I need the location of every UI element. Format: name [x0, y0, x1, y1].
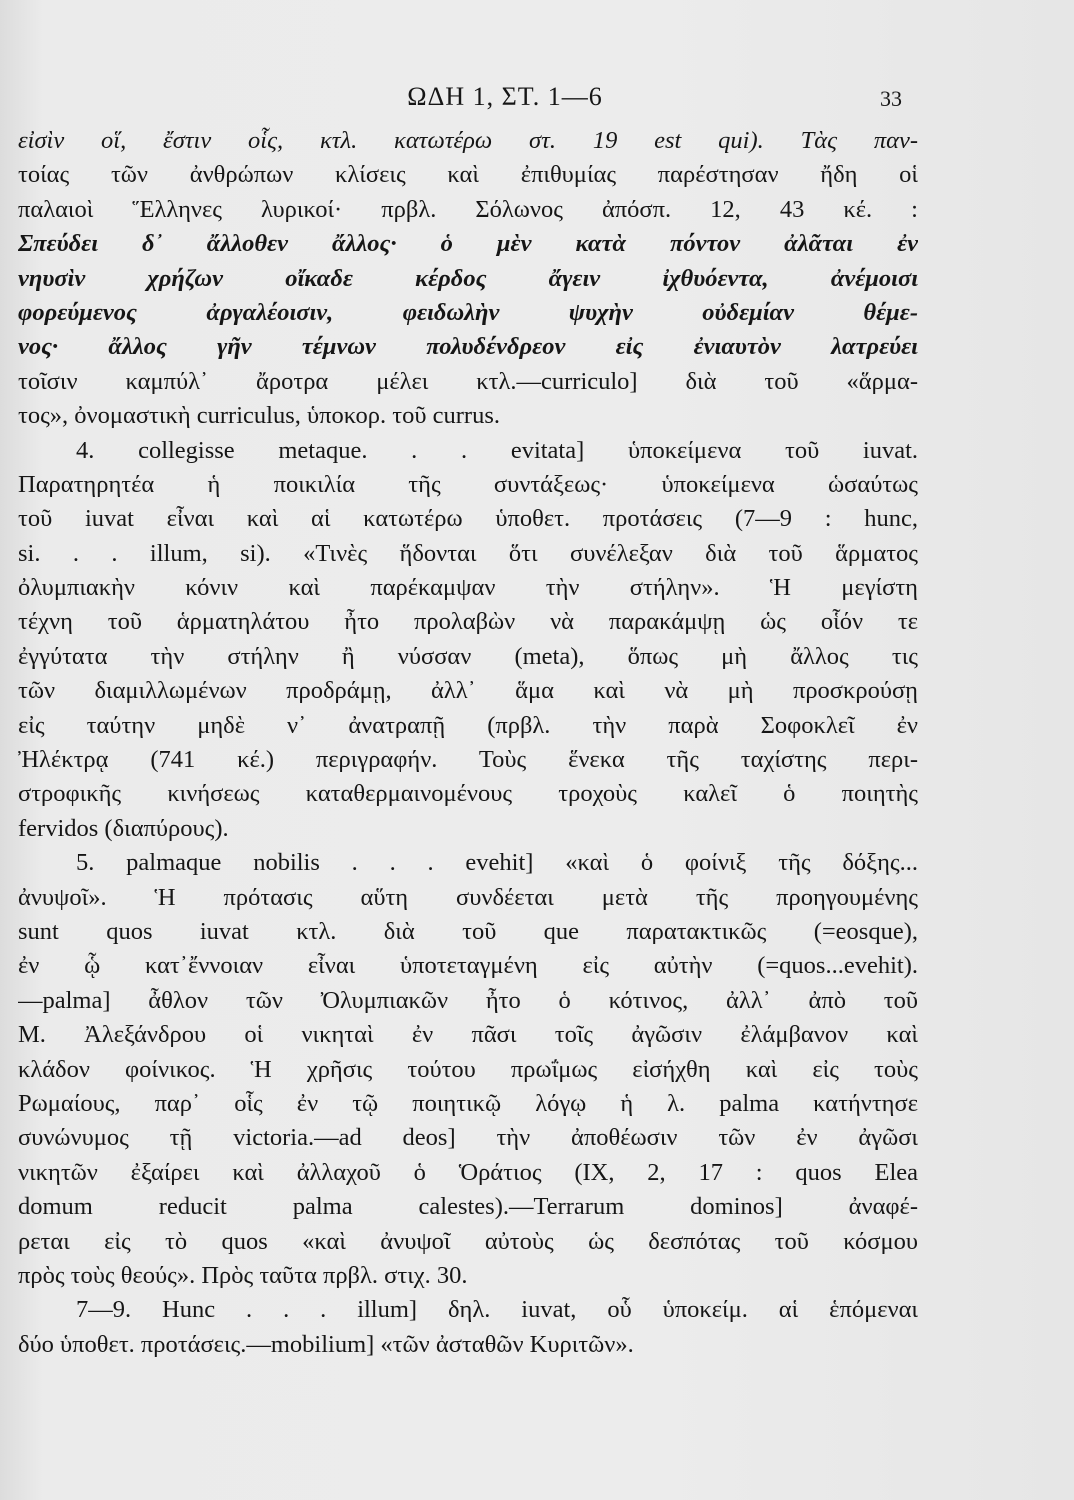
text-line: τοῦ iuvat εἶναι καὶ αἱ κατωτέρω ὑποθετ. προτάσεις (7—9 : hunc, [18, 505, 918, 533]
text-line: τος», ὀνομαστικὴ curriculus, ὑποκορ. τοῦ currus. [18, 402, 500, 430]
text-line: πρὸς τοὺς θεούς». Πρὸς ταῦτα πρβλ. στιχ. 30. [18, 1261, 468, 1289]
text-line: —palma] ἆθλον τῶν Ὀλυμπιακῶν ἦτο ὁ κότινος, ἀλλ᾽ ἀπὸ τοῦ [18, 986, 918, 1014]
text-line: Σπεύδει δ᾽ ἄλλοθεν ἄλλος· ὁ μὲν κατὰ πόντον ἀλᾶται ἐν [18, 230, 918, 258]
text-line: εἰσὶν οἵ, ἔστιν οἷς, κτλ. κατωτέρω στ. 19 est qui). Τὰς παν- [18, 127, 918, 154]
page-number: 33 [880, 86, 902, 111]
text-line: Ρωμαίους, παρ᾽ οἷς ἐν τῷ ποιητικῷ λόγῳ ἡ λ. palma κατήντησε [18, 1089, 918, 1117]
text-line: ρεται εἰς τὸ quos «καὶ ἀνυψοῖ αὐτοὺς ὡς δεσπότας τοῦ κόσμου [18, 1227, 918, 1255]
running-head [0, 82, 1074, 116]
text-line: ἐγγύτατα τὴν στήλην ἢ νύσσαν (meta), ὅπως μὴ ἄλλος τις [18, 642, 918, 670]
text-line: τοίας τῶν ἀνθρώπων κλίσεις καὶ ἐπιθυμίας παρέστησαν ἤδη οἱ [18, 161, 918, 189]
text-line: ὀλυμπιακὴν κόνιν καὶ παρέκαμψαν τὴν στήλην». Ἡ μεγίστη [18, 574, 918, 602]
text-line: fervidos (διαπύρους). [18, 814, 229, 842]
text-line: δύο ὑποθετ. προτάσεις.—mobilium] «τῶν ἀσταθῶν Κυριτῶν». [18, 1330, 634, 1358]
text-line: 4. collegisse metaque. . . evitata] ὑποκείμενα τοῦ iuvat. [76, 436, 918, 464]
text-line: Ἠλέκτρᾳ (741 κέ.) περιγραφήν. Τοὺς ἕνεκα τῆς ταχίστης περι- [18, 746, 918, 774]
text-line: τοῖσιν καμπύλ᾽ ἄροτρα μέλει κτλ.—curriculo] διὰ τοῦ «ἅρμα- [18, 367, 918, 395]
text-line: στροφικῆς κινήσεως καταθερμαινομένους τροχοὺς καλεῖ ὁ ποιητὴς [18, 780, 918, 808]
text-line: τῶν διαμιλλωμένων προδράμῃ, ἀλλ᾽ ἅμα καὶ νὰ μὴ προσκρούσῃ [18, 677, 918, 705]
text-line: φορεύμενος ἀργαλέοισιν, φειδωλὴν ψυχὴν οὐδεμίαν θέμε- [18, 298, 918, 326]
text-line: παλαιοὶ Ἕλληνες λυρικοί· πρβλ. Σόλωνος ἀπόσπ. 12, 43 κέ. : [18, 195, 918, 223]
text-line: 7—9. Hunc . . . illum] δηλ. iuvat, οὗ ὑποκείμ. αἱ ἑπόμεναι [76, 1296, 918, 1324]
text-line: τέχνη τοῦ ἁρματηλάτου ἦτο προλαβὼν νὰ παρακάμψῃ ὡς οἷόν τε [18, 608, 918, 636]
text-line: συνώνυμος τῇ victoria.—ad deos] τὴν ἀποθέωσιν τῶν ἐν ἀγῶσι [18, 1124, 918, 1152]
text-line: κλάδον φοίνικος. Ἡ χρῆσις τούτου πρωΐμως εἰσήχθη καὶ εἰς τοὺς [18, 1055, 918, 1083]
text-line: ἀνυψοῖ». Ἡ πρότασις αὕτη συνδέεται μετὰ τῆς προηγουμένης [18, 883, 918, 911]
text-line: Παρατηρητέα ἡ ποικιλία τῆς συντάξεως· ὑποκείμενα ὡσαύτως [18, 470, 918, 498]
text-line: sunt quos iuvat κτλ. διὰ τοῦ que παρατακτικῶς (=eosque), [18, 917, 918, 945]
text-line: νηυσὶν χρήζων οἴκαδε κέρδος ἄγειν ἰχθυόεντα, ἀνέμοισι [18, 264, 918, 292]
text-line: ἐν ᾧ κατ᾽ἔννοιαν εἶναι ὑποτεταγμένη εἰς αὐτὴν (=quos...evehit). [18, 952, 918, 980]
text-line: νος· ἄλλος γῆν τέμνων πολυδένδρεον εἰς ἐνιαυτὸν λατρεύει [18, 333, 918, 361]
text-line: domum reducit palma calestes).—Terrarum dominos] ἀναφέ- [18, 1193, 918, 1221]
running-head-title: ΩΔΗ 1, ΣΤ. 1—6 [407, 82, 603, 111]
text-line: 5. palmaque nobilis . . . evehit] «καὶ ὁ φοίνιξ τῆς δόξης... [76, 849, 918, 877]
text-line: νικητῶν ἐξαίρει καὶ ἀλλαχοῦ ὁ Ὁράτιος (IX, 2, 17 : quos Elea [18, 1158, 918, 1186]
text-line: εἰς ταύτην μηδὲ ν᾽ ἀνατραπῇ (πρβλ. τὴν παρὰ Σοφοκλεῖ ἐν [18, 711, 918, 739]
text-line: Μ. Ἀλεξάνδρου οἱ νικηταὶ ἐν πᾶσι τοῖς ἀγῶσιν ἐλάμβανον καὶ [18, 1021, 918, 1049]
commentary-text [18, 124, 918, 1362]
text-line: si. . . illum, si). «Τινὲς ἥδονται ὅτι συνέλεξαν διὰ τοῦ ἅρματος [18, 539, 918, 567]
